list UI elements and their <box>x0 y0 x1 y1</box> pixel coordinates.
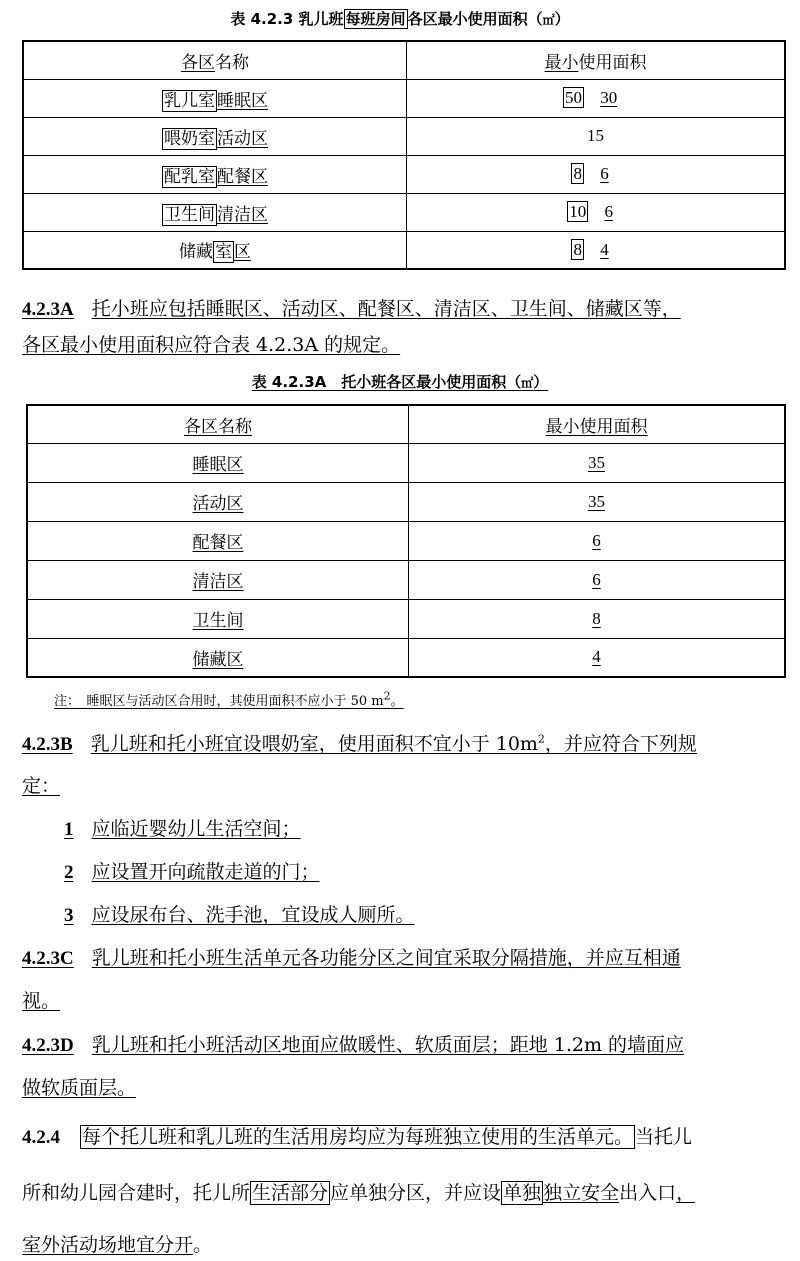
table-row <box>27 638 785 677</box>
clause-text-end: ，并应符合下列规 <box>544 733 697 755</box>
table1-row-name <box>23 79 407 117</box>
deleted-name: 卫生间 <box>164 204 215 225</box>
table-row <box>23 155 785 193</box>
inserted-text: 室外活动场地宜分开 <box>22 1234 194 1256</box>
new-name: 睡眠区 <box>217 90 268 111</box>
clause-text: 乳儿班和托小班活动区地面应做暖性、软质面层；距地 1.2m 的墙面应 <box>91 1034 685 1056</box>
table-row <box>27 443 785 482</box>
table2-row-name <box>27 521 409 560</box>
para-4-2-4-line3 <box>22 1230 786 1257</box>
table2-row-value <box>409 560 786 599</box>
deleted-text: 单独 <box>503 1182 542 1204</box>
table1-header-name-part2: 名称 <box>215 52 249 73</box>
area-name: 活动区 <box>192 494 244 514</box>
deleted-name: 配乳室 <box>164 166 215 187</box>
item-text: 应设尿布台、洗手池，宜设成人厕所。 <box>91 904 415 926</box>
deleted-name: 乳儿室 <box>164 90 215 111</box>
deleted-text: 每个托儿班和乳儿班的生活用房均应为每班独立使用的生活单元。 <box>82 1126 634 1148</box>
table1-row-value <box>407 79 786 117</box>
item-number: 1 <box>64 819 74 840</box>
list-item <box>64 857 764 884</box>
table1-caption <box>0 8 800 29</box>
clause-text: 当托儿 <box>635 1126 693 1148</box>
table1-row-name <box>23 155 407 193</box>
table1-caption-prefix: 表 4.2.3 乳儿班 <box>230 10 344 28</box>
table1-row-value <box>407 231 786 269</box>
table2-row-value <box>409 638 786 677</box>
table-row <box>27 560 785 599</box>
table2-row-value <box>409 443 786 482</box>
deleted-name: 室 <box>215 242 232 263</box>
clause-text: 定： <box>22 775 61 797</box>
inserted-text: 独立安全 <box>543 1182 620 1204</box>
clause-number: 4.2.3C <box>22 948 74 969</box>
area-value: 4 <box>592 647 601 667</box>
clause-sup: 2 <box>537 732 545 746</box>
table2-row-name <box>27 443 409 482</box>
table1-caption-mid: 各区最小使用面积（ <box>407 10 543 28</box>
deleted-value: 50 <box>564 88 582 107</box>
table1-row-value <box>407 155 786 193</box>
table2-header-row <box>27 405 785 443</box>
table1-header-area <box>407 41 786 79</box>
table-row <box>27 521 785 560</box>
clause-text: 应单独分区，并应设 <box>330 1182 502 1204</box>
new-value: 6 <box>604 202 613 221</box>
table2-header-name <box>27 405 409 443</box>
deleted-value: 8 <box>573 164 582 183</box>
note-sup: 2 <box>383 689 391 703</box>
clause-text: 做软质面层。 <box>22 1077 137 1099</box>
table2-row-value <box>409 599 786 638</box>
area-name: 睡眠区 <box>192 455 244 475</box>
list-item <box>64 900 764 927</box>
area-value: 6 <box>592 569 601 589</box>
table1-caption-end: ） <box>554 10 570 28</box>
new-name: 活动区 <box>217 128 268 149</box>
table2-row-name <box>27 599 409 638</box>
clause-text: 各区最小使用面积应符合表 4.2.3A 的规定。 <box>22 334 401 356</box>
table1-header-name-part1: 各区 <box>181 52 215 73</box>
clause-text: 乳儿班和托小班生活单元各功能分区之间宜采取分隔措施，并应互相通 <box>91 947 681 969</box>
clause-number: 4.2.3D <box>22 1035 74 1056</box>
clause-text: 乳儿班和托小班宜设喂奶室，使用面积不宜小于 10m <box>90 733 538 755</box>
table1 <box>22 40 786 270</box>
table2-row-name <box>27 482 409 521</box>
table2 <box>26 404 786 678</box>
area-name: 卫生间 <box>192 611 244 631</box>
para-4-2-3c-line2 <box>22 986 786 1013</box>
new-name: 区 <box>234 242 251 263</box>
table1-row-value <box>407 193 786 231</box>
clause-number: 4.2.3B <box>22 734 73 755</box>
new-name: 清洁区 <box>217 204 268 225</box>
item-text: 应临近婴幼儿生活空间； <box>91 818 301 840</box>
clause-text: 所和幼儿园合建时，托儿所 <box>22 1182 251 1204</box>
table2-header-area <box>409 405 786 443</box>
para-4-2-3c-line1 <box>22 943 786 970</box>
table2-row-value <box>409 482 786 521</box>
deleted-text: 生活部分 <box>252 1182 329 1204</box>
table1-row-name <box>23 231 407 269</box>
table2-caption <box>0 371 800 392</box>
table-row <box>23 231 785 269</box>
table2-row-name <box>27 638 409 677</box>
table-row <box>27 599 785 638</box>
para-4-2-4-line2 <box>22 1178 786 1205</box>
table2-row-value <box>409 521 786 560</box>
list-item <box>64 814 764 841</box>
table2-caption-end: ） <box>533 373 549 391</box>
table2-note <box>54 690 404 709</box>
clause-text: 托小班应包括睡眠区、活动区、配餐区、清洁区、卫生间、储藏区等， <box>91 298 681 320</box>
table2-row-name <box>27 560 409 599</box>
area-value: 8 <box>592 608 601 628</box>
para-4-2-3d-line1 <box>22 1030 786 1057</box>
note-end: 。 <box>390 694 404 709</box>
item-number: 2 <box>64 862 74 883</box>
area-value: 6 <box>592 530 601 550</box>
deleted-value: 8 <box>573 239 582 259</box>
item-text: 应设置开向疏散走道的门； <box>91 861 320 883</box>
item-number: 3 <box>64 905 74 926</box>
table1-caption-boxed: 每班房间 <box>345 10 406 28</box>
table-row <box>23 117 785 155</box>
name-part: 储藏 <box>179 242 213 263</box>
para-4-2-3a-line2 <box>22 330 786 357</box>
table-row <box>23 79 785 117</box>
header-text: 最小使用面积 <box>545 416 648 437</box>
new-value: 6 <box>600 164 609 183</box>
table1-row-value <box>407 117 786 155</box>
area-value: 35 <box>588 452 605 472</box>
clause-number: 4.2.3A <box>22 299 74 320</box>
clause-text-end: 。 <box>193 1234 213 1256</box>
new-value: 30 <box>600 88 618 107</box>
clause-text: 视。 <box>22 990 61 1012</box>
table-row <box>27 482 785 521</box>
para-4-2-3a-line1 <box>22 294 786 321</box>
header-text: 各区名称 <box>184 416 252 437</box>
deleted-value: 10 <box>569 202 587 221</box>
table1-header-area-part2: 使用面积 <box>578 52 647 73</box>
para-4-2-3b-line2 <box>22 771 786 798</box>
table-row <box>23 193 785 231</box>
new-value: 4 <box>600 239 609 259</box>
table1-header-row <box>23 41 785 79</box>
table1-row-name <box>23 117 407 155</box>
para-4-2-4-line1 <box>22 1122 786 1149</box>
table1-caption-unit: ㎡ <box>542 13 555 27</box>
area-name: 清洁区 <box>192 572 244 592</box>
table1-header-name <box>23 41 407 79</box>
para-4-2-3d-line2 <box>22 1073 786 1100</box>
area-name: 配餐区 <box>192 533 244 553</box>
table2-caption-text: 表 4.2.3A 托小班各区最小使用面积（ <box>251 373 522 391</box>
para-4-2-3b-line1 <box>22 729 786 756</box>
table1-header-area-part1: 最小 <box>544 52 579 73</box>
area-name: 储藏区 <box>192 649 244 670</box>
clause-number: 4.2.4 <box>22 1127 60 1148</box>
note-text: 注： 睡眠区与活动区合用时，其使用面积不应小于 50 m <box>54 694 384 709</box>
new-name: 配餐区 <box>217 166 268 187</box>
area-value: 35 <box>588 491 605 511</box>
value: 15 <box>587 126 604 145</box>
table1-row-name <box>23 193 407 231</box>
clause-text: 出入口 <box>619 1182 677 1204</box>
deleted-name: 喂奶室 <box>164 128 215 149</box>
inserted-text: ， <box>676 1182 696 1204</box>
table2-caption-unit: ㎡ <box>521 376 534 390</box>
